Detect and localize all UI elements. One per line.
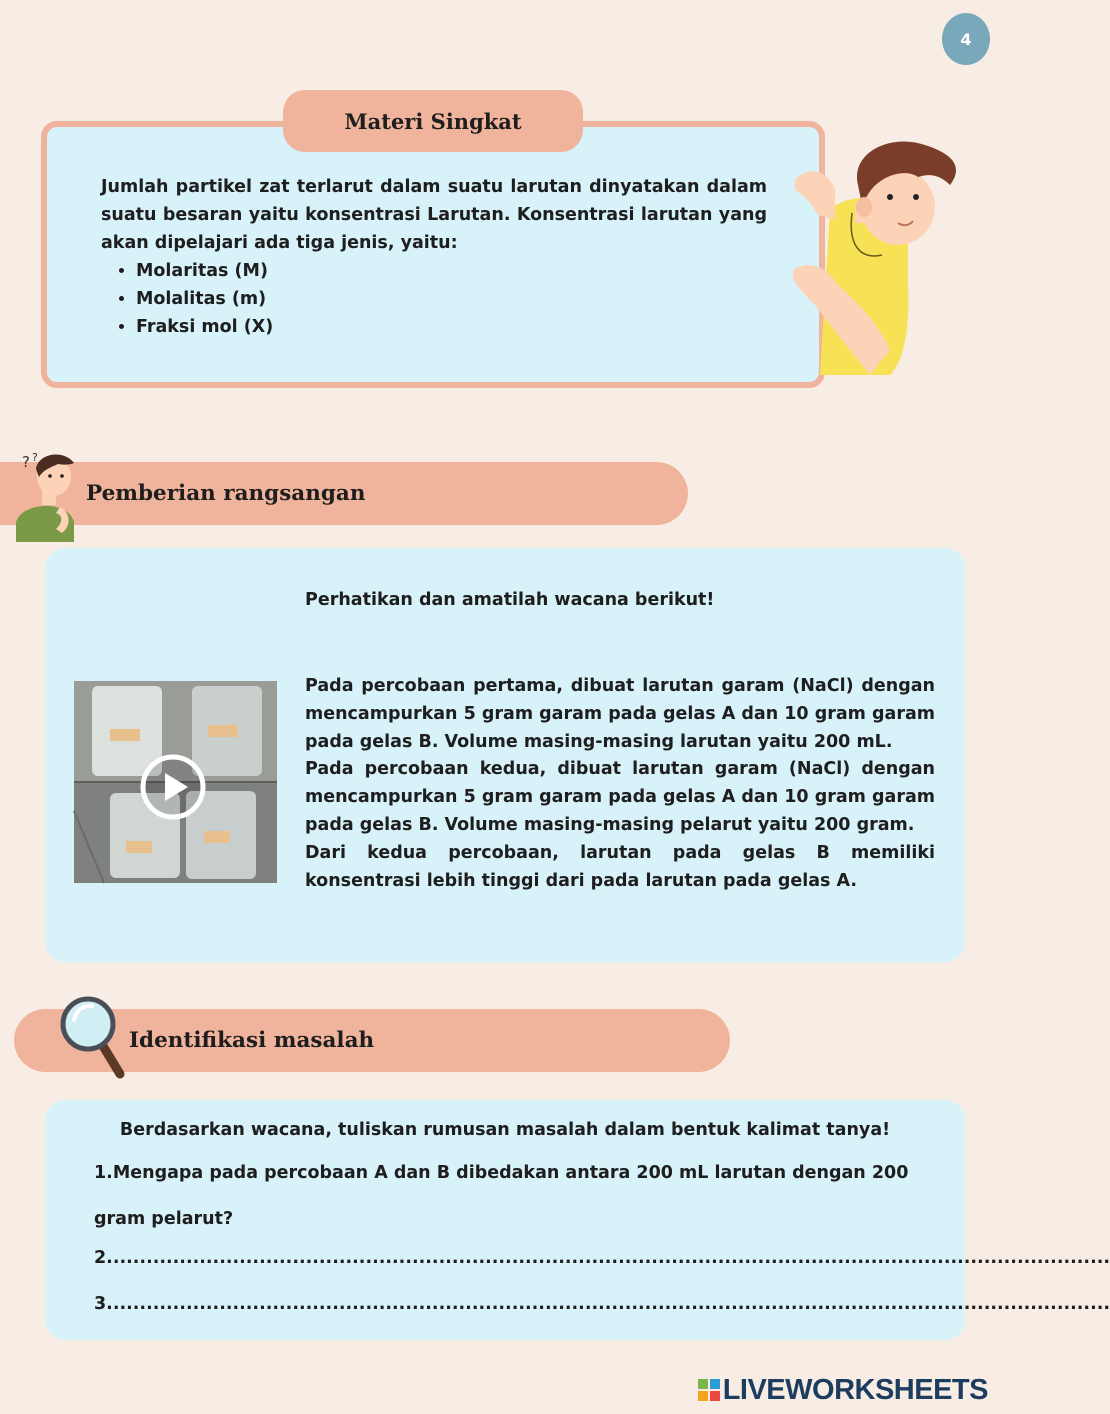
rangsangan-instruction: Perhatikan dan amatilah wacana berikut! — [305, 590, 715, 610]
experiment-video[interactable] — [74, 681, 277, 883]
materi-title: Materi Singkat — [283, 90, 583, 152]
materi-intro: Jumlah partikel zat terlarut dalam suatu larutan dinyatakan dalam suatu besaran yaitu konsentrasi Larutan. Konsentrasi larutan yang akan dipelajari ada tiga jenis, yaitu: — [101, 177, 767, 253]
wacana-paragraph: Dari kedua percobaan, larutan pada gelas B memiliki konsentrasi lebih tinggi dari pada larutan pada gelas A. — [305, 842, 935, 891]
logo-mark-icon — [698, 1379, 720, 1401]
rangsangan-header — [0, 462, 688, 525]
page-number: 4 — [942, 13, 990, 65]
question-1: 1.Mengapa pada percobaan A dan B dibedakan antara 200 mL larutan dengan 200 gram pelarut? — [94, 1163, 909, 1229]
magnifier-icon — [58, 994, 128, 1080]
svg-text:?: ? — [22, 453, 30, 471]
list-item: • Fraksi mol (X) — [136, 313, 767, 341]
identifikasi-title: Identifikasi masalah — [129, 1028, 375, 1053]
rangsangan-title: Pemberian rangsangan — [86, 481, 366, 506]
liveworksheets-logo[interactable] — [698, 1374, 988, 1406]
boy-character — [790, 135, 965, 380]
svg-text:?: ? — [32, 451, 38, 464]
logo-text: LIVEWORKSHEETS — [722, 1373, 988, 1406]
wacana-paragraph: Pada percobaan kedua, dibuat larutan garam (NaCl) dengan mencampurkan 5 gram garam pada gelas A dan 10 gram garam pada gelas B. Volume masing-masing pelarut yaitu 200 gram. — [305, 759, 936, 835]
materi-content — [101, 173, 767, 341]
answer-field-3[interactable]: 3....................................................................................................................................................... — [94, 1294, 1110, 1314]
concentration-list — [101, 257, 767, 341]
thinking-boy-character — [12, 447, 84, 545]
wacana-text — [305, 673, 935, 895]
list-item: • Molalitas (m) — [136, 285, 767, 313]
wacana-paragraph: Pada percobaan pertama, dibuat larutan garam (NaCl) dengan mencampurkan 5 gram garam pada gelas A dan 10 gram garam pada gelas B. Volume masing-masing larutan yaitu 200 mL. — [305, 676, 936, 752]
answer-field-2[interactable]: 2....................................................................................................................................................... — [94, 1248, 1110, 1268]
identifikasi-instruction: Berdasarkan wacana, tuliskan rumusan masalah dalam bentuk kalimat tanya! — [119, 1120, 891, 1140]
play-icon[interactable] — [139, 753, 207, 821]
list-item: • Molaritas (M) — [136, 257, 767, 285]
